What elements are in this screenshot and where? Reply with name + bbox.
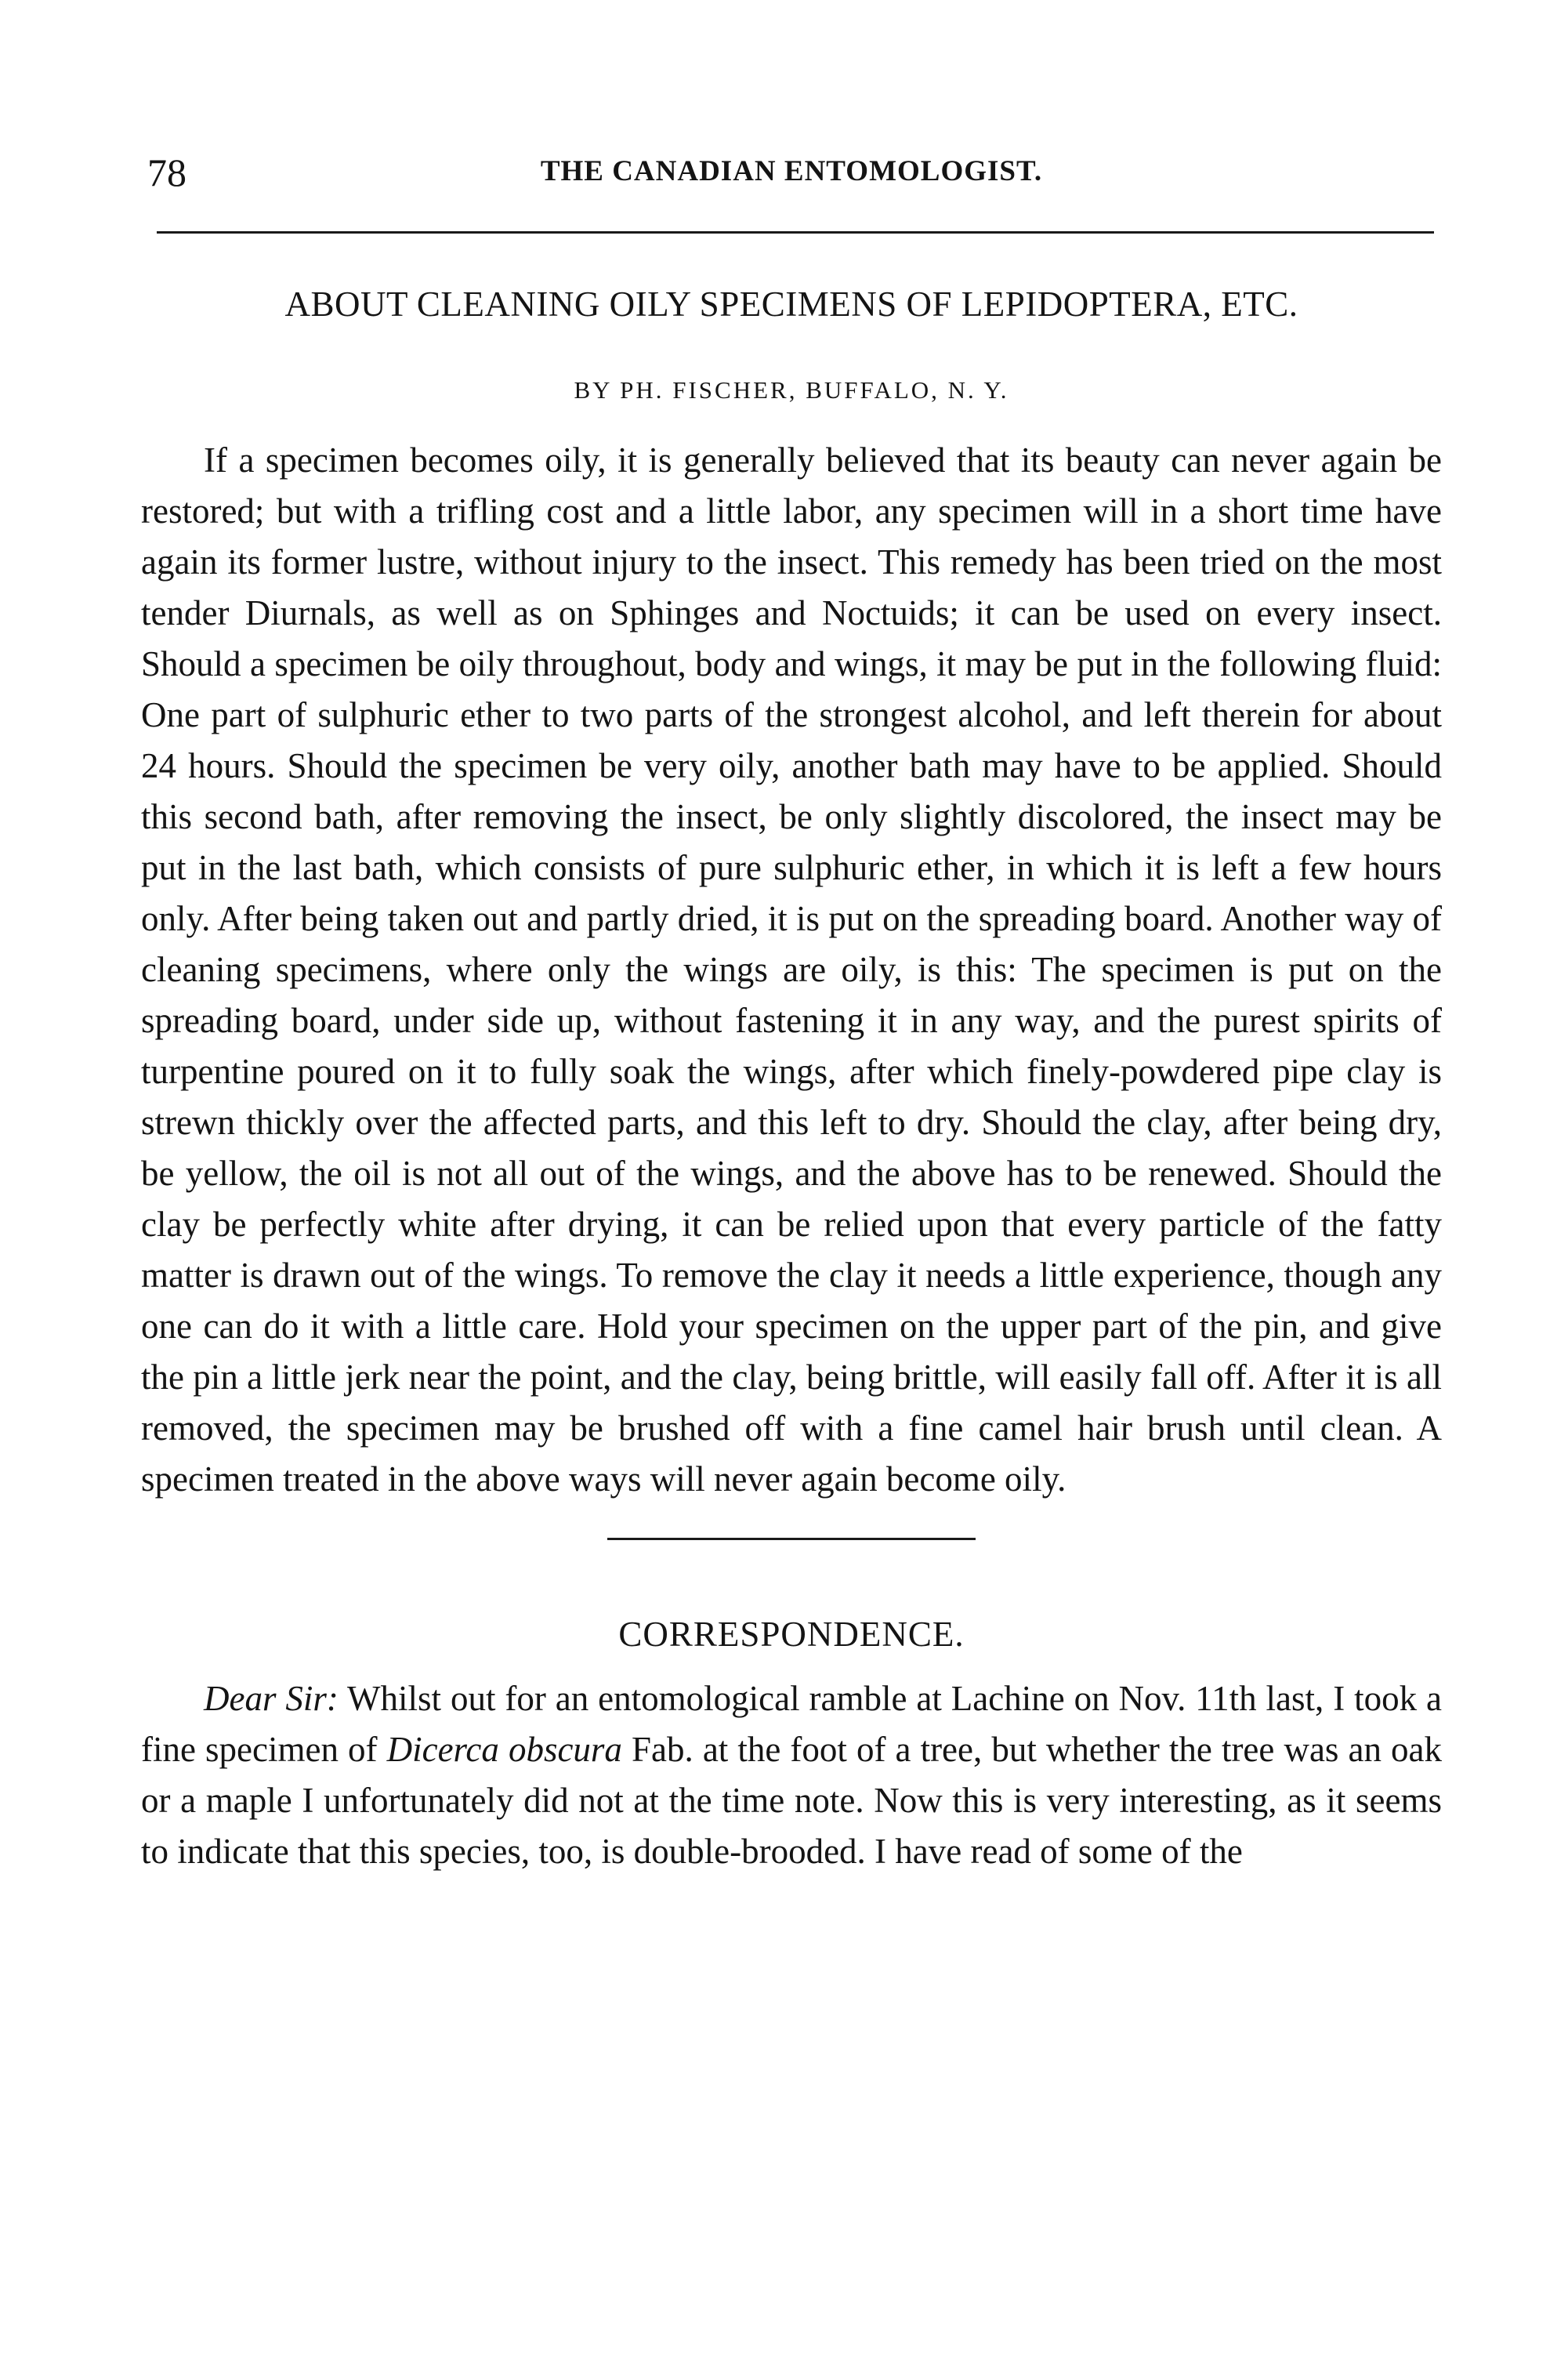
letter-text-part-1: Whilst out for an entomological ramble at Lachine on Nov. 11th last, I took a fine specimen of <box>141 1679 1443 1769</box>
journal-title: THE CANADIAN ENTOMOLOGIST. <box>540 155 1043 187</box>
letter-text-part-2: Fab. at the foot of a tree, but whether the tree was an oak or a maple I unfortunately did not at the time note. Now this is very interesting, as it seems to indicate that this species, too, is double-brooded. I have read of some of the <box>141 1730 1443 1871</box>
article-byline: BY PH. FISCHER, BUFFALO, N. Y. <box>574 376 1009 404</box>
correspondence-letter <box>141 1673 1442 1877</box>
correspondence-heading: CORRESPONDENCE. <box>618 1615 965 1654</box>
running-header <box>141 149 1442 196</box>
letter-salutation: Dear Sir: <box>204 1679 339 1718</box>
header-rule <box>157 231 1434 234</box>
section-divider <box>607 1538 976 1540</box>
article-body: If a specimen becomes oily, it is generally believed that its beauty can never again be restored; but with a trifling cost and a little labor, any specimen will in a short time have again its former lustre, without injury to the insect. This remedy has been tried on the most tender Diurnals, as well as on Sphinges and Noctuids; it can be used on every insect. Should a specimen be oily throughout, body and wings, it may be put in the following fluid: One part of sulphuric ether to two parts of the strongest alcohol, and left therein for about 24 hours. Should the specimen be very oily, another bath may have to be applied. Should this second bath, after removing the insect, be only slightly discolored, the insect may be put in the last bath, which consists of pure sulphuric ether, in which it is left a few hours only. After being taken out and partly dried, it is put on the spreading board. Another way of cleaning specimens, where only the wings are oily, is this: The specimen is put on the spreading board, under side up, without fastening it in any way, and the purest spirits of turpentine poured on it to fully soak the wings, after which finely-powdered pipe clay is strewn thickly over the affected parts, and this left to dry. Should the clay, after being dry, be yellow, the oil is not all out of the wings, and the above has to be renewed. Should the clay be perfectly white after drying, it can be relied upon that every particle of the fatty matter is drawn out of the wings. To remove the clay it needs a little experience, though any one can do it with a little care. Hold your specimen on the upper part of the pin, and give the pin a little jerk near the point, and the clay, being brittle, will easily fall off. After it is all removed, the specimen may be brushed off with a fine camel hair brush until clean. A specimen treated in the above ways will never again become oily. <box>141 440 1442 1499</box>
species-name: Dicerca obscura <box>386 1730 622 1769</box>
page-number: 78 <box>147 150 186 194</box>
article-title: ABOUT CLEANING OILY SPECIMENS OF LEPIDOPTERA, ETC. <box>284 285 1298 324</box>
